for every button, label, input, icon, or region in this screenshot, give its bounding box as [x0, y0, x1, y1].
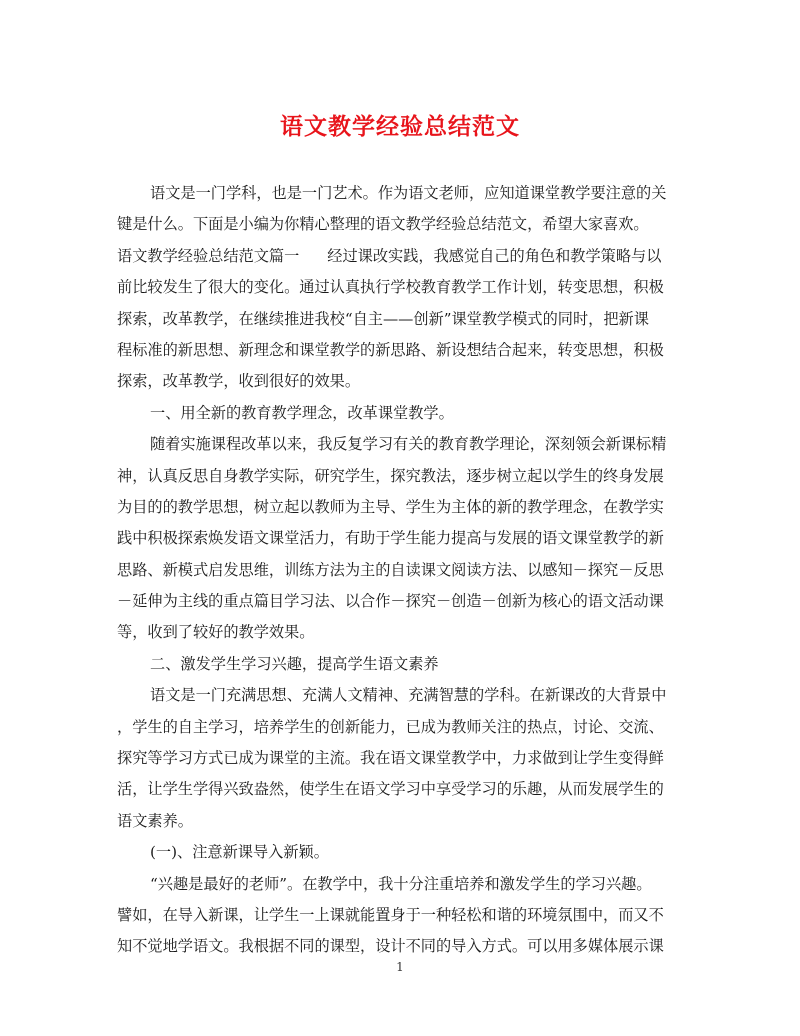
- paragraph-line: 程标准的新思想、新理念和课堂教学的新思路、新设想结合起来，转变思想，积极: [117, 340, 664, 359]
- paragraph-line: 知不觉地学语文。我根据不同的课型，设计不同的导入方式。可以用多媒体展示课: [117, 937, 664, 956]
- paragraph-line: ，学生的自主学习，培养学生的创新能力，已成为教师关注的热点，讨论、交流、: [117, 717, 664, 736]
- paragraph-line: “兴趣是最好的老师”。在教学中，我十分注重培养和激发学生的学习兴趣。: [150, 874, 652, 893]
- paragraph-line: 探索，改革教学，在继续推进我校“自主——创新”课堂教学模式的同时，把新课: [117, 309, 649, 328]
- paragraph-line: 活，让学生学得兴致盎然，使学生在语文学习中享受学习的乐趣，从而发展学生的: [117, 780, 664, 799]
- section-heading: 语文教学经验总结范文篇一: [117, 246, 300, 265]
- section-heading: 二、激发学生学习兴趣，提高学生语文素养: [150, 654, 439, 673]
- section-heading: 一、用全新的教育教学理念，改革课堂教学。: [150, 403, 454, 422]
- paragraph-line: 语文是一门充满思想、充满人文精神、充满智慧的学科。在新课改的大背景中: [150, 686, 667, 705]
- paragraph-line: 语文是一门学科，也是一门艺术。作为语文老师，应知道课堂教学要注意的关: [150, 184, 667, 202]
- paragraph-line: 前比较发生了很大的变化。通过认真执行学校教育教学工作计划，转变思想，积极: [117, 278, 664, 297]
- paragraph-line: 为目的的教学思想，树立起以教师为主导、学生为主体的新的教学理念，在教学实: [117, 497, 664, 516]
- paragraph-line: 等，收到了较好的教学效果。: [117, 623, 315, 642]
- document-body: [117, 178, 687, 963]
- paragraph-line: 探究等学习方式已成为课堂的主流。我在语文课堂教学中，力求做到让学生变得鲜: [117, 749, 664, 768]
- paragraph-text: 经过课改实践，我感觉自己的角色和教学策略与以: [327, 246, 662, 265]
- paragraph-line: 思路、新模式启发思维，训练方法为主的自读课文阅读方法、以感知－探究－反思: [117, 560, 664, 579]
- paragraph-line: 譬如，在导入新课，让学生一上课就能置身于一种轻松和谐的环境氛围中，而又不: [117, 905, 664, 924]
- paragraph-line: 语文素养。: [117, 811, 193, 830]
- paragraph-line: 践中积极探索焕发语文课堂活力，有助于学生能力提高与发展的语文课堂教学的新: [117, 529, 664, 548]
- paragraph-line: 随着实施课程改革以来，我反复学习有关的教育教学理论，深刻领会新课标精: [150, 435, 667, 454]
- paragraph-line: 神，认真反思自身教学实际，研究学生，探究教法，逐步树立起以学生的终身发展: [117, 466, 664, 485]
- page-number: 1: [396, 960, 404, 974]
- section-heading: (一)、注意新课导入新颖。: [150, 843, 329, 862]
- paragraph-line: －延伸为主线的重点篇目学习法、以合作－探究－创造－创新为核心的语文活动课: [117, 592, 664, 611]
- paragraph-line: 探索，改革教学，收到很好的效果。: [117, 372, 360, 391]
- document-title: 语文教学经验总结范文: [280, 113, 520, 140]
- paragraph-line: 键是什么。下面是小编为你精心整理的语文教学经验总结范文，希望大家喜欢。: [117, 215, 649, 234]
- paragraph-line: [117, 241, 687, 272]
